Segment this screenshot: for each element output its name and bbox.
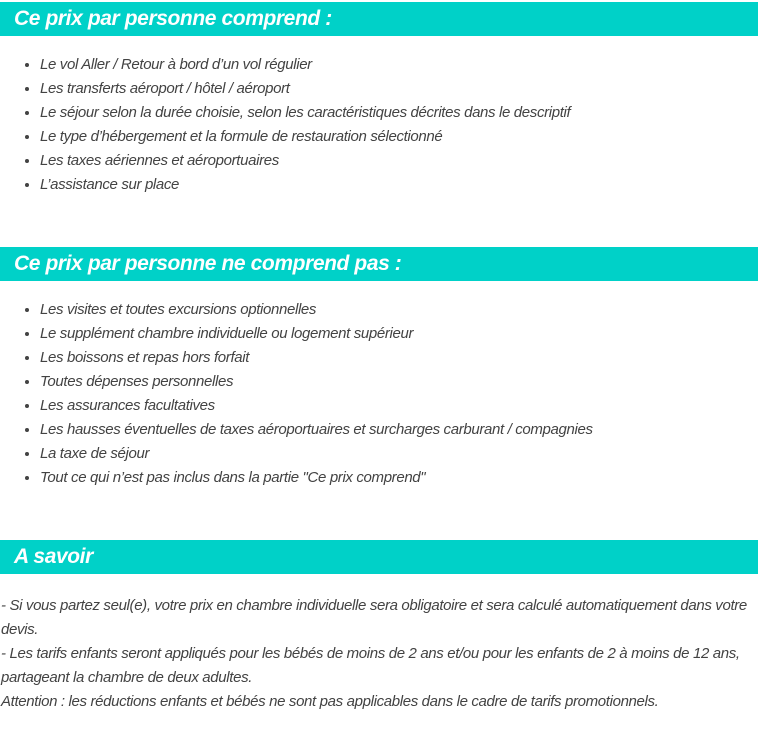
section-header-price-includes: Ce prix par personne comprend : <box>0 2 758 36</box>
note-paragraph: - Les tarifs enfants seront appliqués pour les bébés de moins de 2 ans et/ou pour les enfants de 2 à moins de 12 ans, partageant la chambre de deux adultes. <box>1 645 740 686</box>
section-header-good-to-know: A savoir <box>0 540 758 574</box>
good-to-know-notes <box>0 594 758 714</box>
list-item: • Le vol Aller / Retour à bord d’un vol régulier <box>40 53 748 77</box>
list-item: • La taxe de séjour <box>40 442 748 466</box>
list-item: • Le supplément chambre individuelle ou logement supérieur <box>40 322 748 346</box>
section-price-excludes <box>0 247 758 490</box>
list-item: • Tout ce qui n’est pas inclus dans la partie "Ce prix comprend" <box>40 466 748 490</box>
list-item: • Les taxes aériennes et aéroportuaires <box>40 149 748 173</box>
price-excludes-list <box>0 298 758 490</box>
list-item: • Les visites et toutes excursions optionnelles <box>40 298 748 322</box>
list-item: • Les assurances facultatives <box>40 394 748 418</box>
note-paragraph: - Si vous partez seul(e), votre prix en chambre individuelle sera obligatoire et sera calculé automatiquement dans votre devis. <box>1 597 747 638</box>
section-price-includes <box>0 2 758 197</box>
list-item: • Le séjour selon la durée choisie, selon les caractéristiques décrites dans le descriptif <box>40 101 748 125</box>
list-item: • L’assistance sur place <box>40 173 748 197</box>
price-info-panel <box>0 2 758 733</box>
price-includes-list <box>0 53 758 197</box>
note-paragraph: Attention : les réductions enfants et bébés ne sont pas applicables dans le cadre de tarifs promotionnels. <box>1 693 659 710</box>
list-item: • Les hausses éventuelles de taxes aéroportuaires et surcharges carburant / compagnies <box>40 418 748 442</box>
section-good-to-know <box>0 540 758 714</box>
section-header-price-excludes: Ce prix par personne ne comprend pas : <box>0 247 758 281</box>
list-item: • Les boissons et repas hors forfait <box>40 346 748 370</box>
list-item: • Le type d’hébergement et la formule de restauration sélectionné <box>40 125 748 149</box>
list-item: • Toutes dépenses personnelles <box>40 370 748 394</box>
list-item: • Les transferts aéroport / hôtel / aéroport <box>40 77 748 101</box>
